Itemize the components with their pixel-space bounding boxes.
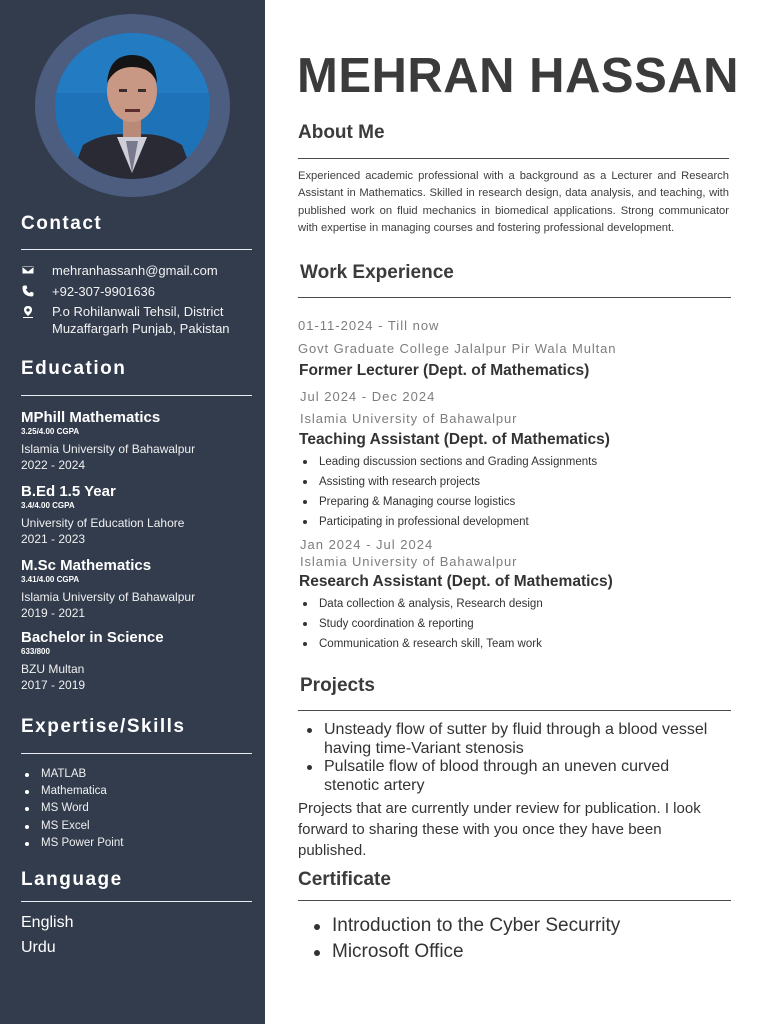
sidebar: [0, 0, 265, 1024]
about-divider: [298, 158, 729, 159]
language-item: Urdu: [21, 939, 56, 956]
degree-title: B.Ed 1.5 Year: [21, 483, 116, 500]
skill-item: MATLAB: [21, 766, 123, 783]
contact-divider: [21, 249, 252, 250]
education-entry: [21, 483, 256, 547]
skills-divider: [21, 753, 252, 754]
contact-phone-row: [21, 283, 155, 300]
degree-institution: University of Education Lahore: [21, 516, 185, 530]
education-divider: [21, 395, 252, 396]
job-organization: Govt Graduate College Jalalpur Pir Wala Multan: [298, 341, 617, 356]
duty-item: Preparing & Managing course logistics: [301, 492, 597, 512]
degree-years: 2017 - 2019: [21, 678, 86, 692]
skill-item: MS Excel: [21, 818, 123, 835]
education-entry: [21, 557, 256, 621]
language-divider: [21, 901, 252, 902]
projects-divider: [298, 710, 731, 711]
job-duties-list: [301, 594, 543, 654]
address-line-2: Muzaffargarh Punjab, Pakistan: [52, 321, 230, 336]
degree-title: Bachelor in Science: [21, 629, 164, 646]
contact-email-row: [21, 262, 218, 279]
address-line-1: P.o Rohilanwali Tehsil, District: [52, 304, 224, 319]
certificate-item: Microsoft Office: [310, 939, 620, 965]
email-link[interactable]: mehranhassanh@gmail.com: [52, 263, 218, 278]
degree-title: M.Sc Mathematics: [21, 557, 152, 574]
degree-gpa: 3.4/4.00 CGPA: [21, 501, 75, 510]
degree-years: 2019 - 2021: [21, 606, 86, 620]
skills-heading: Expertise/Skills: [21, 716, 186, 737]
degree-gpa: 3.41/4.00 CGPA: [21, 575, 80, 584]
job-dates: 01-11-2024 - Till now: [298, 318, 440, 333]
phone-icon: [21, 284, 35, 298]
certificate-divider: [298, 900, 731, 901]
profile-photo: [55, 33, 210, 179]
job-organization: Islamia University of Bahawalpur: [300, 554, 518, 569]
contact-address-row: [21, 303, 230, 337]
degree-years: 2022 - 2024: [21, 458, 86, 472]
job-organization: Islamia University of Bahawalpur: [300, 411, 518, 426]
degree-years: 2021 - 2023: [21, 532, 86, 546]
contact-heading: Contact: [21, 213, 103, 234]
skill-item: Mathematica: [21, 783, 123, 800]
job-dates: Jul 2024 - Dec 2024: [300, 389, 436, 404]
duty-item: Communication & research skill, Team work: [301, 634, 543, 654]
skill-item: MS Power Point: [21, 835, 123, 852]
work-divider: [298, 297, 731, 298]
candidate-name: MEHRAN HASSAN: [297, 49, 740, 103]
certificate-list: [310, 913, 620, 965]
location-pin-icon: [21, 305, 35, 319]
degree-institution: Islamia University of Bahawalpur: [21, 590, 196, 604]
phone-number: +92-307-9901636: [52, 284, 156, 299]
duty-item: Study coordination & reporting: [301, 614, 543, 634]
project-item: Pulsatile flow of blood through an uneven curved stenotic artery: [302, 758, 727, 795]
certificate-item: Introduction to the Cyber Securrity: [310, 913, 620, 939]
duty-item: Assisting with research projects: [301, 472, 597, 492]
degree-institution: BZU Multan: [21, 662, 85, 676]
work-heading: Work Experience: [300, 262, 454, 283]
projects-heading: Projects: [300, 675, 375, 696]
education-heading: Education: [21, 358, 127, 379]
certificate-heading: Certificate: [298, 869, 391, 890]
job-dates: Jan 2024 - Jul 2024: [300, 537, 434, 552]
degree-title: MPhill Mathematics: [21, 409, 161, 426]
skill-item: MS Word: [21, 800, 123, 817]
job-role: Former Lecturer (Dept. of Mathematics): [299, 362, 590, 379]
education-entry: [21, 409, 256, 473]
project-item: Unsteady flow of sutter by fluid through a blood vessel having time-Variant stenosis: [302, 721, 727, 758]
job-role: Research Assistant (Dept. of Mathematics): [299, 573, 613, 590]
duty-item: Data collection & analysis, Research design: [301, 594, 543, 614]
duty-item: Leading discussion sections and Grading Assignments: [301, 452, 597, 472]
degree-gpa: 633/800: [21, 647, 50, 656]
profile-photo-image: [55, 33, 210, 179]
projects-note: Projects that are currently under review for publication. I look forward to sharing these with you once they have been published.: [298, 800, 701, 859]
degree-gpa: 3.25/4.00 CGPA: [21, 427, 80, 436]
duty-item: Participating in professional development: [301, 512, 597, 532]
about-heading: About Me: [298, 122, 385, 143]
projects-list: [302, 721, 727, 795]
skills-list: [21, 766, 123, 852]
envelope-icon: [21, 263, 35, 277]
education-entry: [21, 629, 256, 693]
job-role: Teaching Assistant (Dept. of Mathematics): [299, 431, 610, 448]
about-text: Experienced academic professional with a background as a Lecturer and Research Assistant in Mathematics. Skilled in research design, data analysis, and teaching, with published work on fluid mechanics in biomedical applications. Strong communicator with expertise in managing courses and fostering professional development.: [298, 170, 729, 235]
degree-institution: Islamia University of Bahawalpur: [21, 442, 196, 456]
language-heading: Language: [21, 869, 123, 890]
language-item: English: [21, 914, 74, 931]
profile-photo-frame: [35, 14, 230, 197]
job-duties-list: [301, 452, 597, 532]
